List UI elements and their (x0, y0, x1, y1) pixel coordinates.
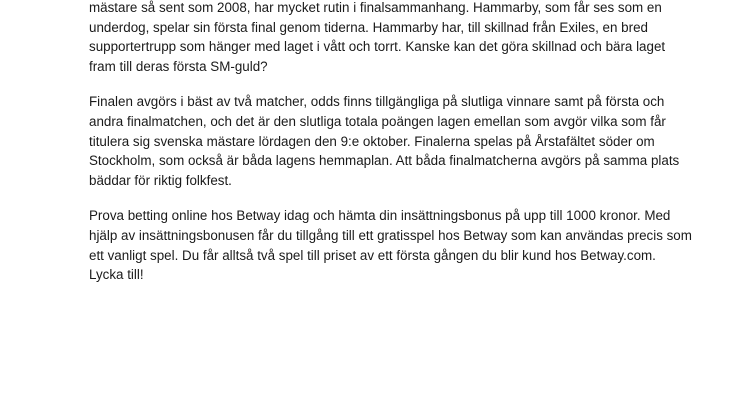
paragraph-line: supportertrupp som hänger med laget i vått och torrt. Kanske kan det göra skillnad och bära laget (89, 39, 666, 55)
paragraph-line: hjälp av insättningsbonusen får du tillgång till ett gratisspel hos Betway som kan användas precis som (89, 227, 692, 243)
paragraph-line: Lycka till! (89, 267, 144, 283)
paragraph-line: Prova betting online hos Betway idag och hämta din insättningsbonus på upp till 1000 kronor. Med (89, 208, 671, 224)
paragraph-line: fram till deras första SM-guld? (89, 58, 268, 74)
paragraph-line: andra finalmatchen, och det är den slutliga totala poängen lagen emellan som avgör vilka som får (89, 113, 666, 129)
paragraph-final-format (89, 92, 680, 190)
document-body (89, 0, 692, 301)
paragraph-betway-bonus (89, 206, 692, 284)
paragraph-line: Stockholm, som också är båda lagens hemmaplan. Att båda finalmatcherna avgörs på samma plats (89, 153, 680, 169)
paragraph-final-teams (89, 0, 669, 76)
paragraph-line: underdog, spelar sin första final genom tiderna. Hammarby har, till skillnad från Exiles, en bred (89, 19, 648, 35)
paragraph-line: bäddar för riktig folkfest. (89, 172, 232, 188)
paragraph-line: Finalen avgörs i bäst av två matcher, odds finns tillgängliga på slutliga vinnare samt på första och (89, 94, 665, 110)
paragraph-line: mästare så sent som 2008, har mycket rutin i finalsammanhang. Hammarby, som får ses som en (89, 0, 662, 15)
paragraph-line: titulera sig svenska mästare lördagen den 9:e oktober. Finalerna spelas på Årstafältet söder om (89, 133, 655, 149)
paragraph-line: ett vanligt spel. Du får alltså två spel till priset av ett första gången du blir kund hos Betway.com. (89, 247, 656, 263)
